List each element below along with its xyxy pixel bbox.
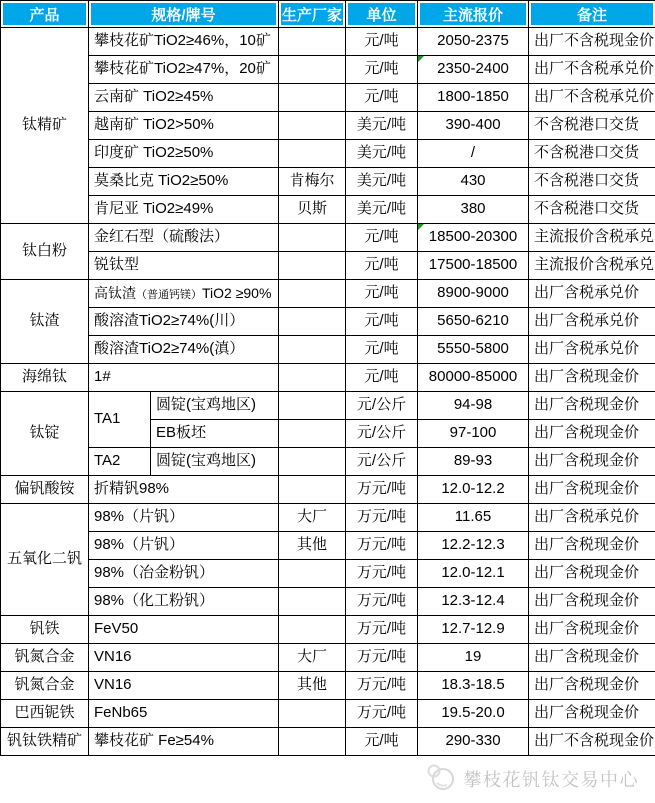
table-row: [1, 700, 655, 728]
cell-spec: 印度矿 TiO2≥50%: [89, 140, 279, 168]
cell-note: 出厂含税现金价: [529, 476, 655, 504]
cell-spec: FeV50: [89, 616, 279, 644]
footer-watermark: [0, 756, 655, 802]
col-header-product: 产品: [1, 1, 89, 28]
cell-spec: 酸溶渣TiO2≥74%(滇）: [89, 336, 279, 364]
table-row: [1, 308, 655, 336]
cell-spec: 越南矿 TiO2>50%: [89, 112, 279, 140]
cell-note: 主流报价含税承兑: [529, 252, 655, 280]
cell-product: 钛精矿: [1, 28, 89, 224]
col-header-producer: 生产厂家: [279, 1, 346, 28]
excel-error-indicator: [418, 56, 424, 62]
col-header-price: 主流报价: [418, 1, 529, 28]
cell-spec: 98%（冶金粉钒）: [89, 560, 279, 588]
cell-price: 12.0-12.1: [418, 560, 529, 588]
table-row: [1, 56, 655, 84]
cell-price: 2050-2375: [418, 28, 529, 56]
cell-note: 主流报价含税承兑: [529, 224, 655, 252]
cell-unit: 万元/吨: [346, 588, 418, 616]
col-header-unit: 单位: [346, 1, 418, 28]
cell-product: 巴西铌铁: [1, 700, 89, 728]
cell-spec: VN16: [89, 672, 279, 700]
cell-spec: 98%（片钒）: [89, 504, 279, 532]
cell-spec: FeNb65: [89, 700, 279, 728]
cell-unit: 元/吨: [346, 252, 418, 280]
cell-price: 1800-1850: [418, 84, 529, 112]
cell-spec: 攀枝花矿TiO2≥47%，20矿: [89, 56, 279, 84]
cell-price: 18.3-18.5: [418, 672, 529, 700]
table-row: [1, 560, 655, 588]
cell-unit: 元/公斤: [346, 420, 418, 448]
table-row: [1, 28, 655, 56]
cell-note: 出厂含税现金价: [529, 420, 655, 448]
cell-producer: 其他: [279, 672, 346, 700]
cell-price: 89-93: [418, 448, 529, 476]
watermark-text: 攀枝花钒钛交易中心: [463, 770, 639, 790]
cell-grade: TA2: [89, 448, 151, 476]
cell-product: 钒铁: [1, 616, 89, 644]
cell-spec: 酸溶渣TiO2≥74%(川）: [89, 308, 279, 336]
cell-producer: [279, 336, 346, 364]
cell-note: 出厂含税现金价: [529, 448, 655, 476]
cell-price: 12.3-12.4: [418, 588, 529, 616]
cell-unit: 万元/吨: [346, 616, 418, 644]
cell-price: 97-100: [418, 420, 529, 448]
cell-price: 2350-2400: [418, 56, 529, 84]
cell-producer: [279, 392, 346, 420]
cell-producer: [279, 84, 346, 112]
circle-logo-icon: [425, 761, 457, 798]
cell-note: 出厂不含税现金价: [529, 728, 655, 756]
table-row: [1, 364, 655, 392]
cell-unit: 万元/吨: [346, 672, 418, 700]
cell-note: 出厂含税现金价: [529, 364, 655, 392]
cell-note: 出厂不含税现金价: [529, 28, 655, 56]
cell-spec: 莫桑比克 TiO2≥50%: [89, 168, 279, 196]
cell-unit: 万元/吨: [346, 532, 418, 560]
cell-unit: 元/吨: [346, 56, 418, 84]
cell-note: 出厂含税现金价: [529, 588, 655, 616]
cell-product: 钛渣: [1, 280, 89, 364]
cell-form: 圆锭(宝鸡地区): [151, 392, 279, 420]
cell-spec: 锐钛型: [89, 252, 279, 280]
cell-unit: 元/公斤: [346, 392, 418, 420]
table-row: [1, 644, 655, 672]
cell-note: 不含税港口交货: [529, 196, 655, 224]
cell-note: 出厂含税承兑价: [529, 308, 655, 336]
cell-unit: 万元/吨: [346, 700, 418, 728]
cell-spec: 98%（化工粉钒）: [89, 588, 279, 616]
cell-spec: 金红石型（硫酸法）: [89, 224, 279, 252]
cell-product: 钒钛铁精矿: [1, 728, 89, 756]
cell-spec: 攀枝花矿 Fe≥54%: [89, 728, 279, 756]
cell-producer: [279, 364, 346, 392]
cell-product: 偏钒酸铵: [1, 476, 89, 504]
cell-unit: 元/吨: [346, 84, 418, 112]
table-body: [1, 28, 655, 756]
table-row: [1, 616, 655, 644]
cell-unit: 元/吨: [346, 224, 418, 252]
cell-producer: 大厂: [279, 504, 346, 532]
table-row: [1, 392, 655, 420]
header-row: [1, 1, 655, 28]
cell-unit: 万元/吨: [346, 644, 418, 672]
cell-unit: 元/吨: [346, 280, 418, 308]
cell-note: 出厂含税现金价: [529, 644, 655, 672]
table-row: [1, 448, 655, 476]
table-row: [1, 196, 655, 224]
cell-producer: [279, 112, 346, 140]
cell-producer: [279, 28, 346, 56]
table-row: [1, 280, 655, 308]
cell-product: 海绵钛: [1, 364, 89, 392]
table-row: [1, 112, 655, 140]
cell-form: 圆锭(宝鸡地区): [151, 448, 279, 476]
cell-price: 11.65: [418, 504, 529, 532]
cell-spec: 折精钒98%: [89, 476, 279, 504]
cell-spec: 高钛渣（普通钙镁）TiO2 ≥90%: [89, 280, 279, 308]
cell-product: 钒氮合金: [1, 672, 89, 700]
table-row: [1, 224, 655, 252]
cell-note: 出厂不含税承兑价: [529, 84, 655, 112]
table-row: [1, 532, 655, 560]
cell-spec: 云南矿 TiO2≥45%: [89, 84, 279, 112]
cell-price: 430: [418, 168, 529, 196]
cell-unit: 万元/吨: [346, 560, 418, 588]
cell-note: 不含税港口交货: [529, 168, 655, 196]
col-header-note: 备注: [529, 1, 655, 28]
table-row: [1, 672, 655, 700]
cell-product: 钒氮合金: [1, 644, 89, 672]
cell-unit: 美元/吨: [346, 168, 418, 196]
table-row: [1, 728, 655, 756]
table-row: [1, 140, 655, 168]
cell-producer: 其他: [279, 532, 346, 560]
cell-price: 5650-6210: [418, 308, 529, 336]
cell-note: 出厂含税承兑价: [529, 336, 655, 364]
cell-producer: [279, 448, 346, 476]
cell-price: 19.5-20.0: [418, 700, 529, 728]
cell-price: 8900-9000: [418, 280, 529, 308]
cell-producer: [279, 700, 346, 728]
cell-producer: 贝斯: [279, 196, 346, 224]
cell-price: 18500-20300: [418, 224, 529, 252]
cell-unit: 元/吨: [346, 336, 418, 364]
cell-note: 出厂含税承兑价: [529, 504, 655, 532]
cell-note: 不含税港口交货: [529, 112, 655, 140]
cell-price: 12.2-12.3: [418, 532, 529, 560]
cell-unit: 美元/吨: [346, 196, 418, 224]
cell-producer: 肯梅尔: [279, 168, 346, 196]
cell-spec: VN16: [89, 644, 279, 672]
col-header-spec: 规格/牌号: [89, 1, 279, 28]
cell-price: 94-98: [418, 392, 529, 420]
cell-unit: 万元/吨: [346, 476, 418, 504]
cell-product: 钛白粉: [1, 224, 89, 280]
cell-product: 钛锭: [1, 392, 89, 476]
cell-producer: [279, 280, 346, 308]
cell-spec: 98%（片钒）: [89, 532, 279, 560]
table-row: [1, 168, 655, 196]
cell-price: 380: [418, 196, 529, 224]
table-row: [1, 588, 655, 616]
cell-unit: 元/吨: [346, 364, 418, 392]
cell-note: 出厂含税现金价: [529, 672, 655, 700]
cell-price: 290-330: [418, 728, 529, 756]
cell-unit: 元/吨: [346, 28, 418, 56]
cell-spec: 攀枝花矿TiO2≥46%，10矿: [89, 28, 279, 56]
cell-unit: 元/吨: [346, 308, 418, 336]
cell-producer: [279, 56, 346, 84]
cell-price: 12.0-12.2: [418, 476, 529, 504]
cell-price: 5550-5800: [418, 336, 529, 364]
cell-producer: [279, 616, 346, 644]
cell-producer: [279, 588, 346, 616]
cell-producer: [279, 728, 346, 756]
excel-error-indicator: [418, 224, 424, 230]
cell-unit: 美元/吨: [346, 140, 418, 168]
table-row: [1, 476, 655, 504]
table-row: [1, 84, 655, 112]
cell-price: 80000-85000: [418, 364, 529, 392]
cell-unit: 美元/吨: [346, 112, 418, 140]
cell-producer: [279, 560, 346, 588]
cell-note: 出厂含税现金价: [529, 532, 655, 560]
cell-spec: 肯尼亚 TiO2≥49%: [89, 196, 279, 224]
cell-producer: [279, 308, 346, 336]
cell-note: 出厂含税现金价: [529, 392, 655, 420]
table-row: [1, 336, 655, 364]
cell-producer: [279, 224, 346, 252]
cell-note: 出厂含税现金价: [529, 700, 655, 728]
table-row: [1, 252, 655, 280]
cell-price: /: [418, 140, 529, 168]
cell-producer: [279, 140, 346, 168]
cell-producer: [279, 420, 346, 448]
cell-producer: [279, 252, 346, 280]
cell-form: EB板坯: [151, 420, 279, 448]
cell-note: 出厂不含税承兑价: [529, 56, 655, 84]
table-row: [1, 504, 655, 532]
cell-producer: 大厂: [279, 644, 346, 672]
cell-grade: TA1: [89, 392, 151, 448]
cell-producer: [279, 476, 346, 504]
cell-price: 390-400: [418, 112, 529, 140]
cell-price: 19: [418, 644, 529, 672]
cell-note: 出厂含税现金价: [529, 560, 655, 588]
cell-unit: 元/吨: [346, 728, 418, 756]
cell-note: 不含税港口交货: [529, 140, 655, 168]
cell-product: 五氧化二钒: [1, 504, 89, 616]
cell-spec: 1#: [89, 364, 279, 392]
cell-price: 12.7-12.9: [418, 616, 529, 644]
cell-unit: 万元/吨: [346, 504, 418, 532]
cell-unit: 元/公斤: [346, 448, 418, 476]
cell-note: 出厂含税承兑价: [529, 280, 655, 308]
cell-price: 17500-18500: [418, 252, 529, 280]
cell-note: 出厂含税现金价: [529, 616, 655, 644]
